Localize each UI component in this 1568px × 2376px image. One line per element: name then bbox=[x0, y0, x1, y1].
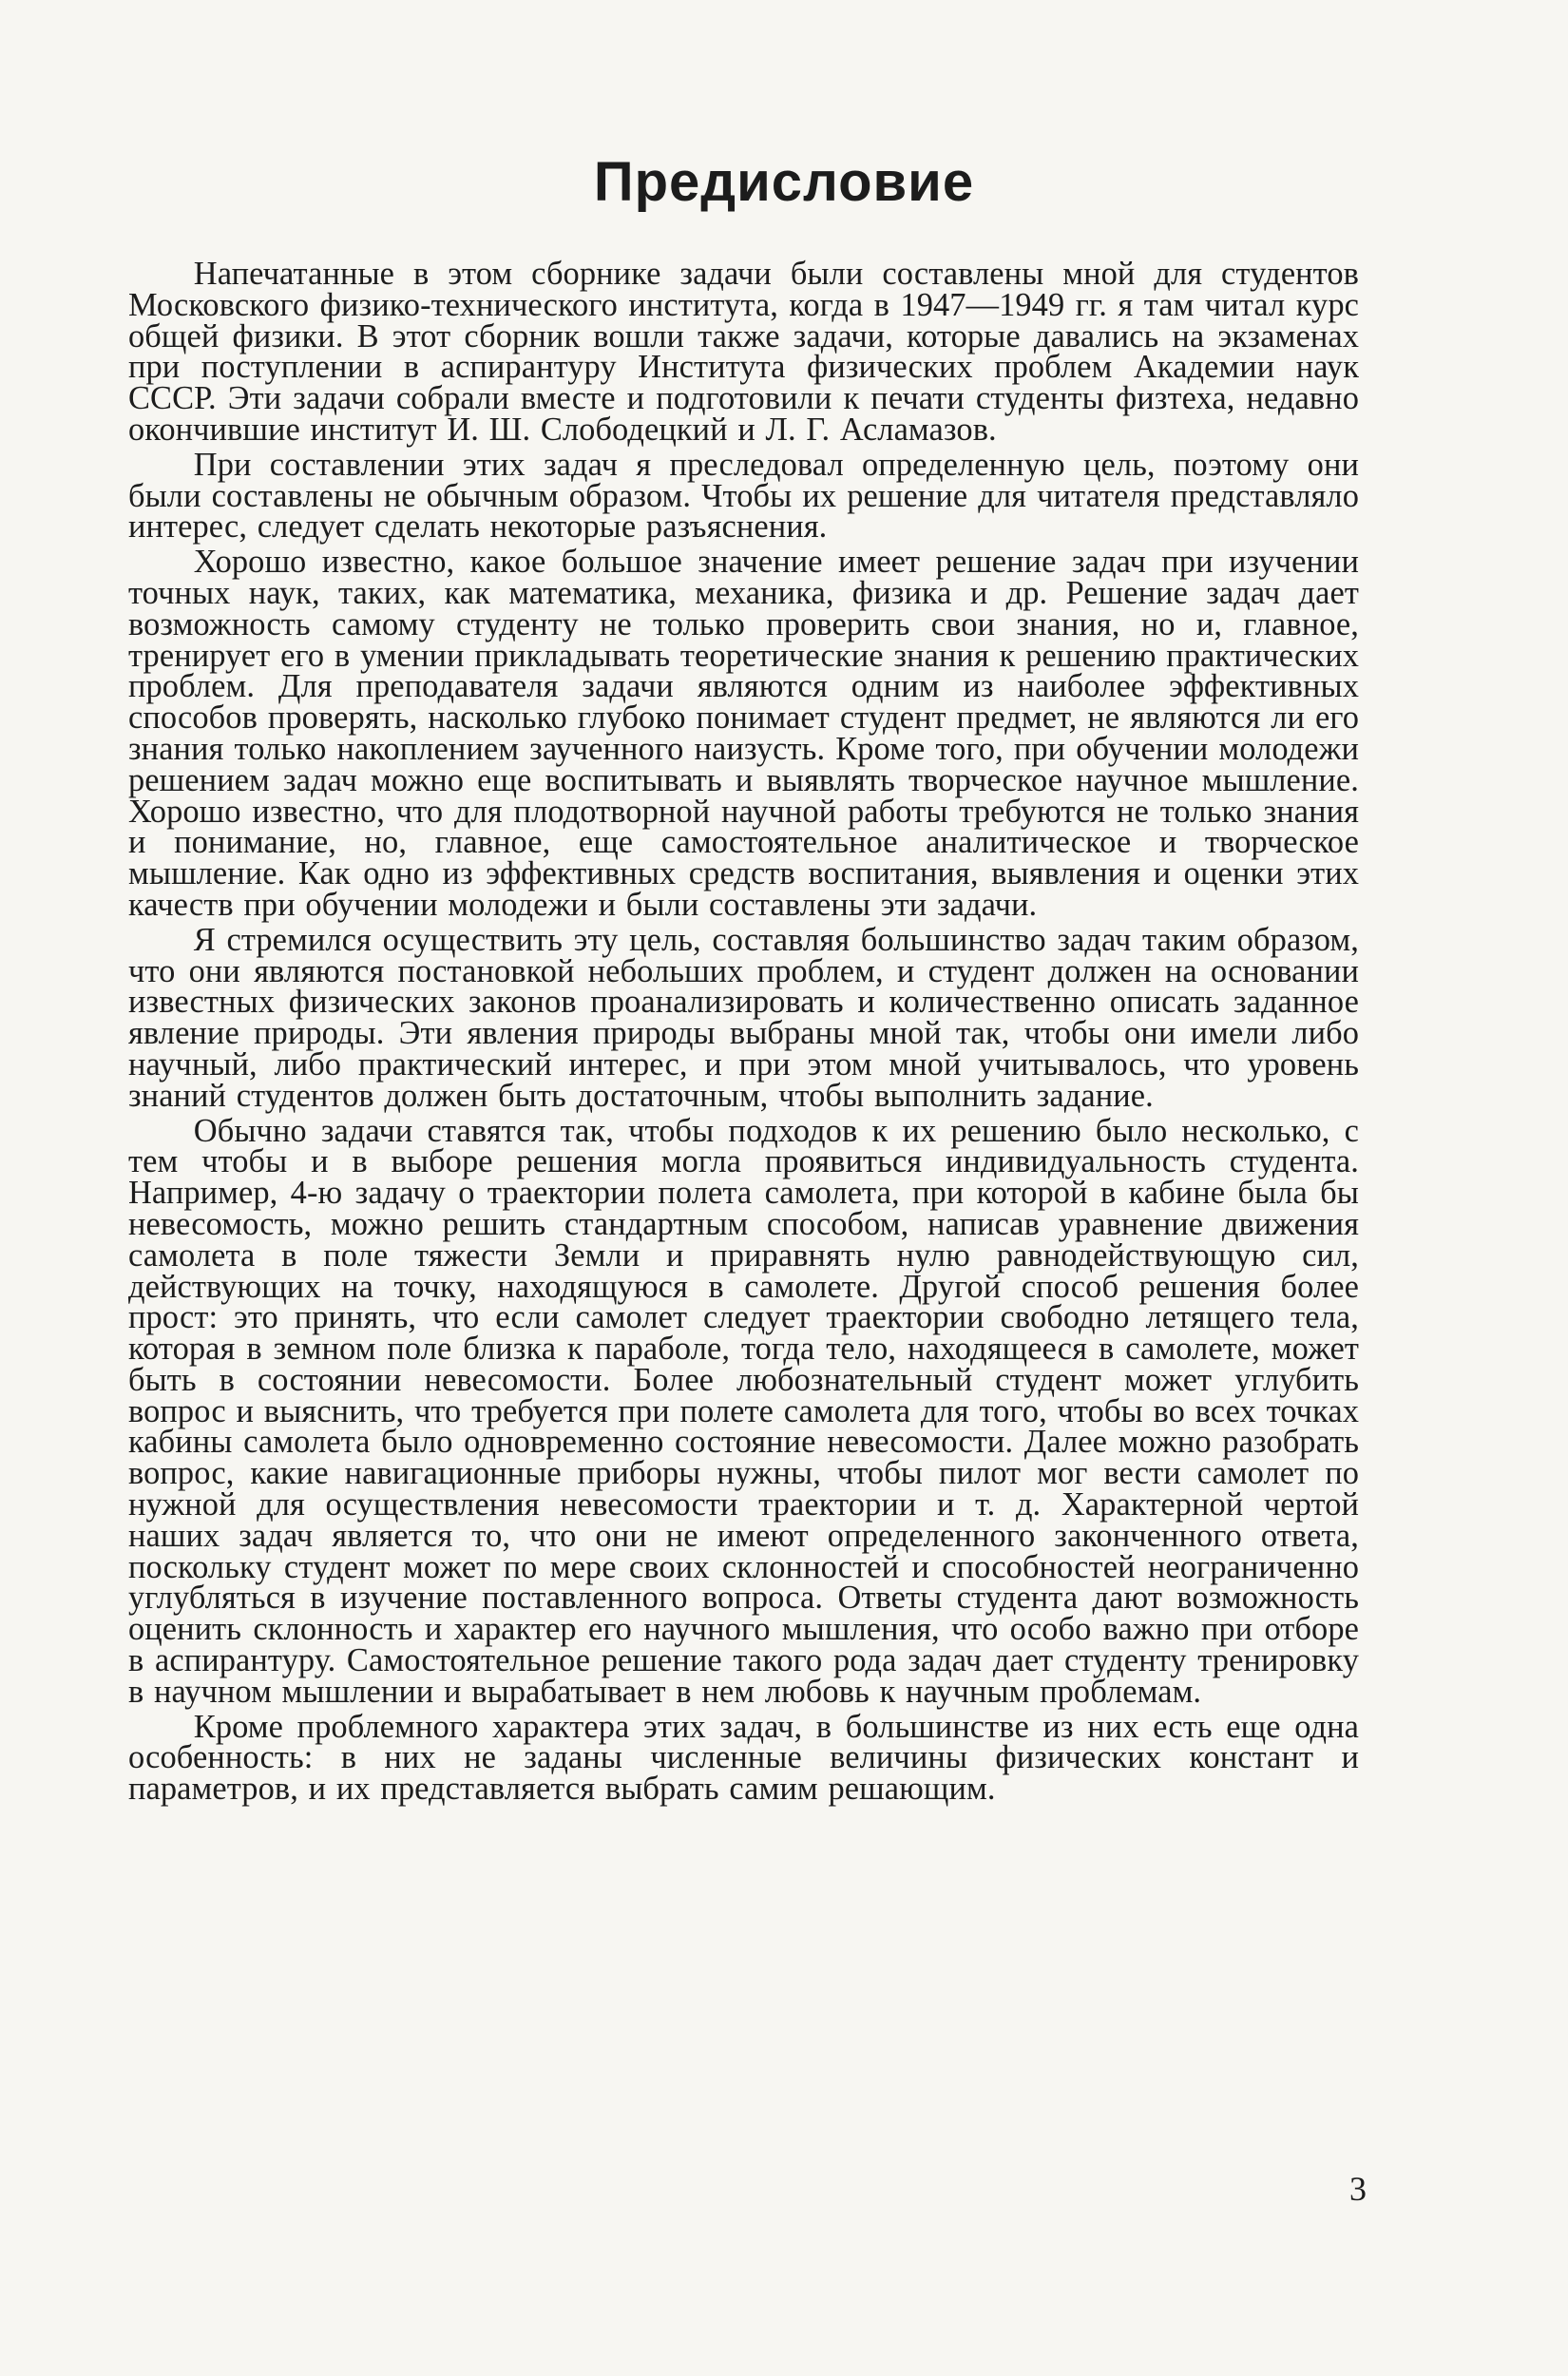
page-title: Предисловие bbox=[593, 151, 975, 213]
paragraph-6: Кроме проблемного характера этих задач, в большинстве из них есть еще одна особенность: в них не заданы численные величины физических констант и параметров, и их представляется выбрать самим решающим. bbox=[128, 1708, 1359, 1808]
paragraph-5: Обычно задачи ставятся так, чтобы подходов к их решению было несколько, с тем чтобы и в выборе решения могла проявиться индивидуальность студента. Например, 4-ю задачу о траектории полета самолета, при которой в кабине была бы невесомость, можно решить стандартным способом, написав уравнение движения самолета в поле тяжести Земли и приравнять нулю равнодействующую сил, действующих на точку, находящуюся в самолете. Другой способ решения более прост: это принять, что если самолет следует траектории свободно летящего тела, которая в земном поле близка к параболе, тогда тело, находящееся в самолете, может быть в состоянии невесомости. Более любознательный студент может углубить вопрос и выяснить, что требуется при полете самолета для того, чтобы во всех точках кабины самолета было одновременно состояние невесомости. Далее можно разобрать вопрос, какие навигационные приборы нужны, чтобы пилот мог вести самолет по нужной для осуществления невесомости траектории и т. д. Характерной чертой наших задач является то, что они не имеют определенного законченного ответа, поскольку студент может по мере своих склонностей и способностей неограниченно углубляться в изучение поставленного вопроса. Ответы студента дают возможность оценить склонность и характер его научного мышления, что особо важно при отборе в аспирантуру. Самостоятельное решение такого рода задач дает студенту тренировку в научном мышлении и вырабатывает в нем любовь к научным проблемам. bbox=[128, 1112, 1359, 1710]
paragraph-2: При составлении этих задач я преследовал определенную цель, поэтому они были составлены не обычным образом. Чтобы их решение для читателя представляло интерес, следует сделать некоторые разъяснения. bbox=[128, 446, 1359, 546]
preface-text bbox=[128, 256, 1359, 1809]
paragraph-1: Напечатанные в этом сборнике задачи были составлены мной для студентов Московского физико-технического института, когда в 1947—1949 гг. я там читал курс общей физики. В этот сборник вошли также задачи, которые давались на экзаменах при поступлении в аспирантуру Института физических проблем Академии наук СССР. Эти задачи собрали вместе и подготовили к печати студенты физтеха, недавно окончившие институт И. Ш. Слободецкий и Л. Г. Асламазов. bbox=[128, 256, 1359, 448]
page-number: 3 bbox=[1349, 2170, 1367, 2208]
paragraph-3: Хорошо известно, какое большое значение имеет решение задач при изучении точных наук, таких, как математика, механика, физика и др. Решение задач дает возможность самому студенту не только проверить свои знания, но и, главное, тренирует его в умении прикладывать теоретические знания к решению практических проблем. Для преподавателя задачи являются одним из наиболее эффективных способов проверять, насколько глубоко понимает студент предмет, не являются ли его знания только накоплением заученного наизусть. Кроме того, при обучении молодежи решением задач можно еще воспитывать и выявлять творческое научное мышление. Хорошо известно, что для плодотворной научной работы требуются не только знания и понимание, но, главное, еще самостоятельное аналитическое и творческое мышление. Как одно из эффективных средств воспитания, выявления и оценки этих качеств при обучении молодежи и были составлены эти задачи. bbox=[128, 544, 1359, 923]
paragraph-4: Я стремился осуществить эту цель, составляя большинство задач таким образом, что они являются постановкой небольших проблем, и студент должен на основании известных физических законов проанализировать и количественно описать заданное явление природы. Эти явления природы выбраны мной так, чтобы они имели либо научный, либо практический интерес, и при этом мной учитывалось, что уровень знаний студентов должен быть достаточным, чтобы выполнить задание. bbox=[128, 921, 1359, 1114]
